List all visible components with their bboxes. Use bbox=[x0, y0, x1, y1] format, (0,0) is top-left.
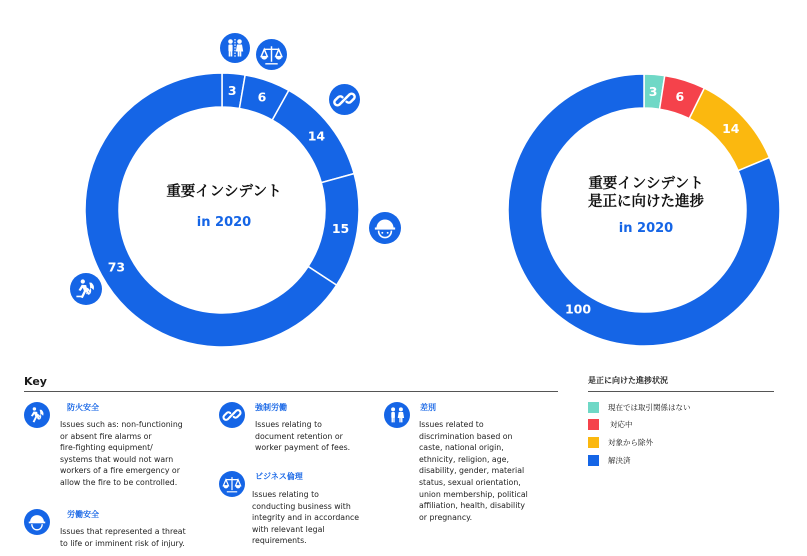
right-title-line1: 重要インシデント bbox=[588, 176, 704, 192]
left-title-year: in 2020 bbox=[196, 215, 252, 230]
slice-label: 6 bbox=[257, 89, 267, 105]
legend-label: 現在では取引関係はない bbox=[608, 403, 691, 412]
scales-icon bbox=[256, 39, 287, 70]
slice-label: 15 bbox=[331, 221, 350, 237]
right-chart-title bbox=[572, 175, 720, 236]
right-title-year: in 2020 bbox=[618, 221, 674, 236]
key-desc-forced-labor: Issues relating to document retention or worker payment of fees. bbox=[255, 420, 351, 453]
key-title: Key bbox=[24, 375, 47, 388]
chain-link-icon bbox=[219, 402, 245, 428]
key-title-occupational-safety: 労働安全 bbox=[67, 510, 99, 519]
legend-swatch bbox=[588, 419, 599, 430]
key-title-fire-safety: 防火安全 bbox=[67, 403, 99, 412]
scales-icon bbox=[219, 471, 245, 497]
status-legend-title: 是正に向けた進捗状況 bbox=[588, 376, 668, 385]
hard-hat-icon bbox=[369, 212, 401, 244]
legend-label: 対応中 bbox=[610, 420, 633, 429]
people-icon bbox=[220, 33, 250, 63]
status-legend-divider bbox=[588, 391, 774, 392]
key-divider bbox=[24, 391, 558, 392]
left-chart-title bbox=[150, 183, 298, 230]
slice-label: 73 bbox=[107, 259, 126, 275]
fire-exit-icon bbox=[70, 273, 102, 305]
key-title-business-ethics: ビジネス倫理 bbox=[255, 472, 303, 481]
slice-label: 100 bbox=[564, 301, 592, 317]
legend-label: 解決済 bbox=[608, 456, 631, 465]
key-desc-business-ethics: Issues relating to conducting business with integrity and in accordance with relevant legal requirements. bbox=[252, 490, 360, 546]
key-desc-discrimination: Issues related to discrimination based on caste, national origin, ethnicity, religion, age, disability, gender, material status, sexual orientation, union membership, political affiliation, health, disability or pregnancy. bbox=[419, 420, 528, 522]
slice-label: 3 bbox=[227, 82, 237, 98]
slice-label: 3 bbox=[648, 83, 658, 99]
slice-label: 14 bbox=[722, 121, 740, 137]
fire-exit-icon bbox=[24, 402, 50, 428]
legend-label: 対象から除外 bbox=[608, 438, 653, 447]
chain-link-icon bbox=[329, 84, 360, 115]
key-title-discrimination: 差別 bbox=[420, 403, 436, 412]
legend-swatch bbox=[588, 402, 599, 413]
legend-swatch bbox=[588, 455, 599, 466]
slice-label: 6 bbox=[675, 89, 685, 105]
key-desc-occupational-safety: Issues that represented a threat to life or imminent risk of injury. bbox=[60, 527, 186, 548]
key-desc-fire-safety: Issues such as: non-functioning or absent fire alarms or fire-fighting equipment/ systems that would not warn workers of a fire emergency or allow the fire to be controlled. bbox=[60, 420, 183, 487]
right-title-line2: 是正に向けた進捗 bbox=[588, 194, 704, 210]
left-title-line1: 重要インシデント bbox=[166, 184, 282, 200]
key-title-forced-labor: 強制労働 bbox=[255, 403, 287, 412]
slice-label: 14 bbox=[307, 128, 326, 144]
hard-hat-icon bbox=[24, 509, 50, 535]
people-icon bbox=[384, 402, 410, 428]
legend-swatch bbox=[588, 437, 599, 448]
